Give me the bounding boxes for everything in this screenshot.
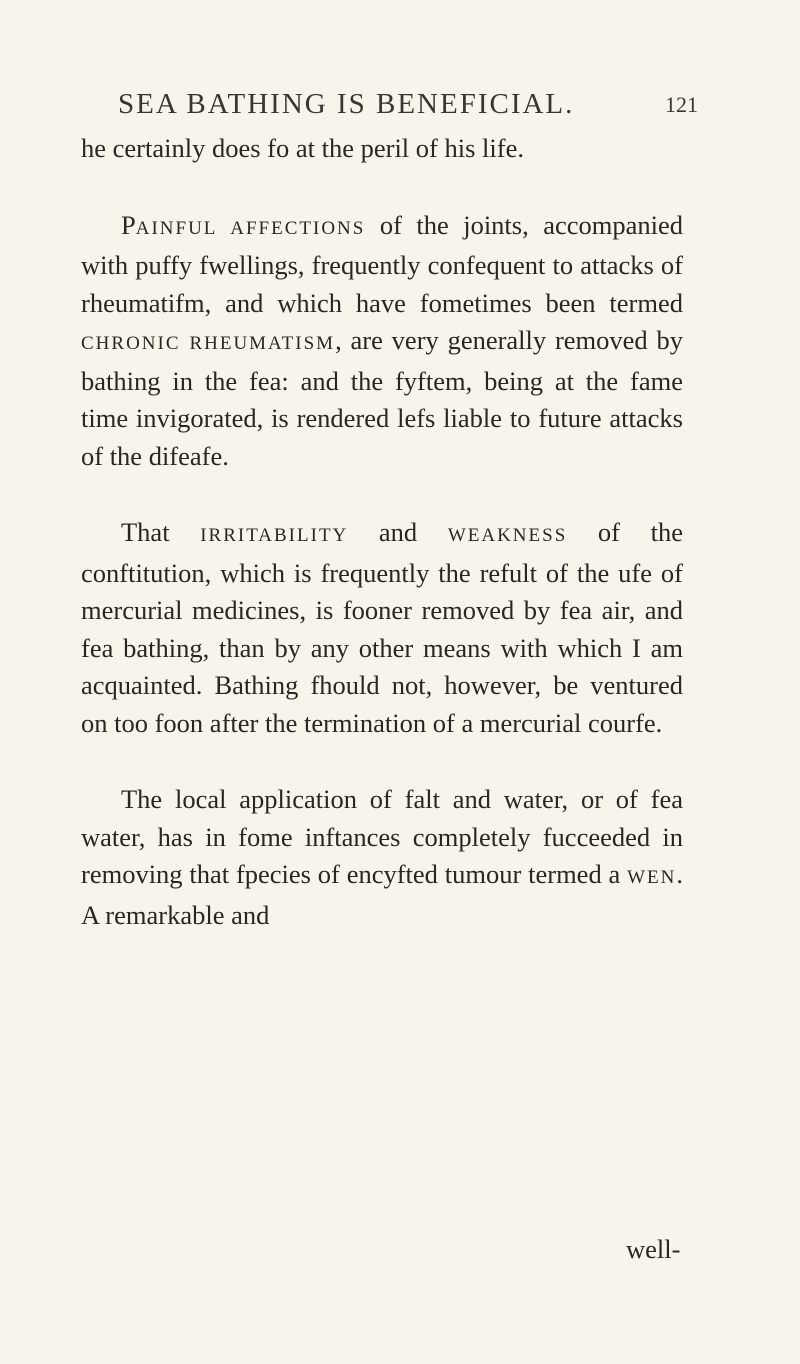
paragraph-text: of the conftitution, which is frequently the refult of the ufe of mercurial medicines, is fooner removed by fea air, and fea bathing, than by any other means with which I am acquainted. Bathing fhould not, however, be ventured on too foon after the termination of a mercurial courfe. (81, 517, 684, 738)
running-title: SEA BATHING IS BENEFICIAL. (118, 88, 575, 120)
paragraph-text: of the joints, accompanied with puffy fwellings, frequently confequent to attacks of rheumatifm, and which have fometimes been termed (81, 209, 683, 318)
paragraph-text: The local application of falt and water, or of fea water, has in fome inftances completely fucceeded in removing that fpecies of encyfted tumour termed a (81, 784, 683, 889)
term-wen: WEN (627, 867, 677, 888)
paragraph-text: . A remarkable and (81, 859, 683, 930)
running-head (118, 88, 698, 128)
page-number: 121 (665, 92, 698, 117)
term-chronic-rheumatism: CHRONIC RHEUMATISM (81, 333, 336, 354)
paragraph-text: , are very generally removed by bathing in the fea: and the fyftem, being at the fame time invigorated, is rendered lefs liable to future attacks of the difeafe. (81, 325, 683, 471)
paragraph-irritability (81, 514, 683, 742)
paragraph-painful-affections (81, 207, 683, 476)
paragraph-text: and (348, 517, 448, 547)
paragraph-lead-small-caps: AINFUL AFFECTIONS (135, 217, 366, 239)
paragraph-continuation (81, 130, 683, 168)
catchword: well- (626, 1234, 681, 1264)
paragraph-text: he certainly does fo at the peril of his life. (81, 133, 524, 163)
paragraph-local-application (81, 781, 683, 934)
paragraph-text: That (121, 517, 201, 547)
term-irritability: IRRITABILITY (200, 525, 349, 546)
body-text (81, 130, 683, 934)
paragraph-lead-capital: P (121, 209, 136, 240)
term-weakness: WEAKNESS (447, 525, 568, 546)
